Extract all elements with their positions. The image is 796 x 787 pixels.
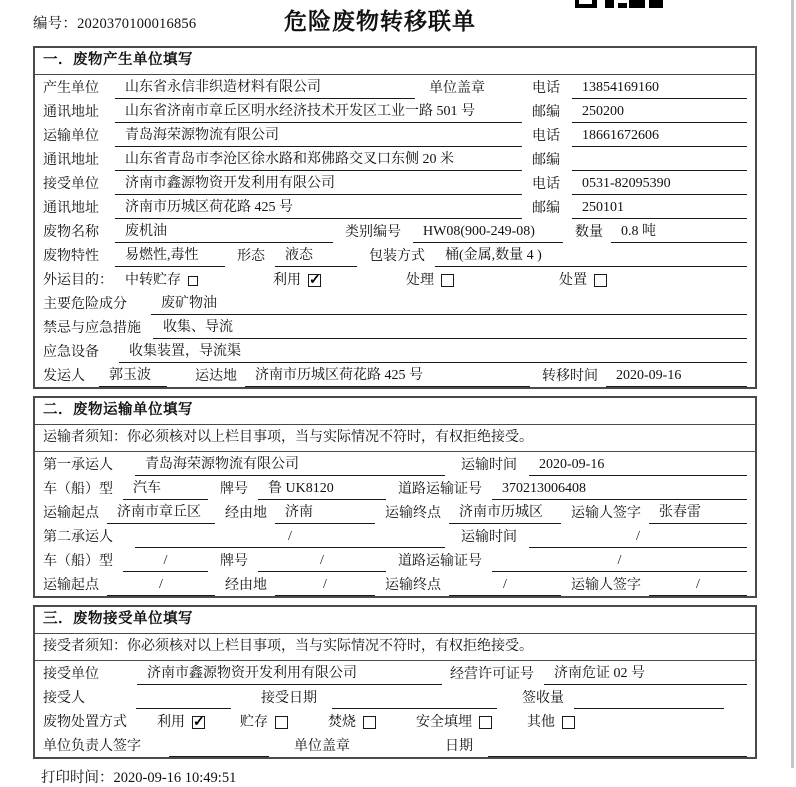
right-field-group	[532, 198, 747, 219]
section-producer	[33, 46, 757, 389]
field-label: 转移时间	[542, 369, 598, 384]
section-producer-title: 一．废物产生单位填写	[35, 48, 755, 75]
field-label: 发运人	[43, 369, 85, 384]
form-row-waste-name	[35, 219, 755, 243]
checkbox	[441, 274, 454, 287]
field-label: 主要危险成分	[43, 297, 127, 312]
checkbox-label: 其他	[527, 715, 555, 730]
field-label: 运输起点	[43, 506, 99, 521]
form-row-main-hazard	[35, 291, 755, 315]
checkbox-item	[157, 712, 205, 733]
checkbox-item	[559, 270, 607, 291]
field-label: 数量	[575, 225, 603, 240]
road-permit-value: 370213006408	[492, 479, 747, 500]
form-row-route-1	[35, 500, 755, 524]
field-label: 运输终点	[385, 578, 441, 593]
field-label: 类别编号	[345, 225, 401, 240]
field-label: 牌号	[220, 482, 248, 497]
checkbox-item	[406, 270, 454, 291]
form-row-responsible-signature	[35, 733, 755, 757]
qr-block	[629, 0, 645, 8]
form-row-receiver-address	[35, 195, 755, 219]
checkbox-label: 处理	[406, 273, 434, 288]
checkbox-label: 安全填埋	[416, 715, 472, 730]
right-field-group	[532, 78, 747, 99]
form-row-disposal-method	[35, 709, 755, 733]
field-label: 车（船）型	[43, 482, 113, 497]
checkbox-label: 利用	[157, 715, 185, 730]
checkbox-item	[527, 712, 575, 733]
vehicle-type-value: 汽车	[123, 479, 208, 500]
hazardous-waste-transfer-form	[33, 46, 757, 787]
carrier-signature-value: /	[649, 575, 747, 596]
field-label: 运输时间	[461, 458, 517, 473]
right-field-group	[532, 150, 747, 171]
second-carrier-value: /	[135, 527, 445, 548]
form-row-emergency-equipment	[35, 339, 755, 363]
form-row-first-carrier	[35, 452, 755, 476]
origin-value: /	[107, 575, 215, 596]
field-label: 形态	[237, 249, 265, 264]
form-row-route-2	[35, 572, 755, 596]
address-value: 山东省青岛市李沧区徐水路和郑佛路交叉口东侧 20 米	[115, 150, 522, 171]
phone-value: 0531-82095390	[572, 174, 747, 195]
checkbox-label: 焚烧	[328, 715, 356, 730]
field-label: 单位负责人签字	[43, 739, 141, 754]
postcode-value: 250101	[572, 198, 747, 219]
via-value: /	[275, 575, 375, 596]
section-receiver-title: 三．废物接受单位填写	[35, 607, 755, 634]
postcode-value	[572, 150, 747, 171]
plate-number-value: 鲁 UK8120	[258, 479, 386, 500]
emergency-equipment-value: 收集装置，导流渠	[119, 342, 747, 363]
form-row-transport-address	[35, 147, 755, 171]
transfer-date-value: 2020-09-16	[606, 366, 747, 387]
license-number-value: 济南危证 02 号	[544, 664, 747, 685]
receiver-name-value	[136, 688, 231, 709]
field-label: 道路运输证号	[398, 482, 482, 497]
address-value: 济南市历城区荷花路 425 号	[115, 198, 522, 219]
field-label: 签收量	[522, 691, 564, 706]
qr-block	[618, 3, 627, 8]
field-label: 车（船）型	[43, 554, 113, 569]
qr-block	[649, 0, 663, 8]
field-label: 产生单位	[43, 81, 99, 96]
property-value: 易燃性,毒性	[115, 246, 225, 267]
field-label: 运输人签字	[571, 578, 641, 593]
field-label: 通讯地址	[43, 105, 99, 120]
road-permit-value: /	[492, 551, 747, 572]
field-label: 接受人	[43, 691, 85, 706]
field-label: 经由地	[225, 578, 267, 593]
checkbox-item	[328, 712, 376, 733]
field-label: 第一承运人	[43, 458, 113, 473]
form-row-vehicle-1	[35, 476, 755, 500]
address-value: 山东省济南市章丘区明水经济技术开发区工业一路 501 号	[115, 102, 522, 123]
transporter-notice: 运输者须知：你必须核对以上栏目事项，当与实际情况不符时，有权拒绝接受。	[35, 425, 755, 452]
origin-value: 济南市章丘区	[107, 503, 215, 524]
consignor-value: 郭玉波	[99, 366, 167, 387]
checkbox-item	[273, 270, 321, 291]
checkbox	[192, 716, 205, 729]
checkbox-label: 中转贮存	[125, 273, 181, 288]
checkbox	[188, 276, 198, 286]
document-serial-number: 编号：2020370100016856	[33, 16, 197, 32]
receiver-notice: 接受者须知：你必须核对以上栏目事项，当与实际情况不符时，有权拒绝接受。	[35, 634, 755, 661]
postcode-value: 250200	[572, 102, 747, 123]
field-label: 接受单位	[43, 667, 99, 682]
transport-date-value: 2020-09-16	[529, 455, 747, 476]
field-label: 运输时间	[461, 530, 517, 545]
section-receiver	[33, 605, 757, 759]
unit-stamp-label: 单位盖章	[294, 739, 350, 754]
field-label: 第二承运人	[43, 530, 113, 545]
field-label: 运输终点	[385, 506, 441, 521]
field-label: 外运目的：	[43, 273, 113, 288]
waste-name-value: 废机油	[115, 222, 333, 243]
endpoint-value: 济南市历城区	[449, 503, 561, 524]
form-row-receive-unit	[35, 661, 755, 685]
via-value: 济南	[275, 503, 375, 524]
qr-block	[579, 0, 592, 4]
field-label: 废物特性	[43, 249, 99, 264]
checkbox-label: 处置	[559, 273, 587, 288]
field-label: 运输起点	[43, 578, 99, 593]
field-label: 废物名称	[43, 225, 99, 240]
field-label: 运输单位	[43, 129, 99, 144]
right-field-group	[532, 126, 747, 147]
qr-code-icon	[575, 0, 665, 8]
field-label: 应急设备	[43, 345, 99, 360]
form-row-vehicle-2	[35, 548, 755, 572]
checkbox-label: 利用	[273, 273, 301, 288]
field-label: 邮编	[532, 105, 560, 120]
packaging-value: 桶(金属,数量 4 )	[435, 246, 747, 267]
field-label: 电话	[532, 81, 560, 96]
unit-stamp-label: 单位盖章	[429, 81, 485, 96]
section-transporter	[33, 396, 757, 598]
plate-number-value: /	[258, 551, 386, 572]
endpoint-value: /	[449, 575, 561, 596]
page-title: 危险废物转移联单	[284, 9, 476, 34]
field-label: 运输人签字	[571, 506, 641, 521]
section-transporter-title: 二．废物运输单位填写	[35, 398, 755, 425]
producer-unit-value: 山东省永信非织造材料有限公司	[115, 78, 415, 99]
checkbox	[363, 716, 376, 729]
signed-quantity-value	[574, 688, 724, 709]
field-label: 通讯地址	[43, 201, 99, 216]
qr-block	[605, 0, 614, 8]
transport-unit-value: 青岛海荣源物流有限公司	[115, 126, 522, 147]
window-edge	[791, 0, 794, 768]
destination-value: 济南市历城区荷花路 425 号	[245, 366, 530, 387]
field-label: 经由地	[225, 506, 267, 521]
checkbox	[275, 716, 288, 729]
receive-date-value	[332, 688, 497, 709]
form-row-receive-person	[35, 685, 755, 709]
form-row-consignor	[35, 363, 755, 387]
quantity-value: 0.8 吨	[611, 222, 747, 243]
form-row-transfer-purpose	[35, 267, 755, 291]
checkbox	[562, 716, 575, 729]
field-label: 牌号	[220, 554, 248, 569]
form-row-emergency-measures	[35, 315, 755, 339]
field-label: 电话	[532, 129, 560, 144]
phone-value: 18661672606	[572, 126, 747, 147]
checkbox-item	[240, 712, 288, 733]
form-row-second-carrier	[35, 524, 755, 548]
responsible-signature-value	[169, 736, 269, 757]
field-label: 运达地	[195, 369, 237, 384]
field-label: 接受日期	[261, 691, 317, 706]
field-label: 接受单位	[43, 177, 99, 192]
form-row-receiver-unit	[35, 171, 755, 195]
field-label: 邮编	[532, 201, 560, 216]
field-label: 废物处置方式	[43, 715, 127, 730]
field-label: 禁忌与应急措施	[43, 321, 141, 336]
transport-date-value: /	[529, 527, 747, 548]
checkbox-item	[416, 712, 492, 733]
field-label: 日期	[445, 739, 473, 754]
vehicle-type-value: /	[123, 551, 208, 572]
phone-value: 13854169160	[572, 78, 747, 99]
emergency-measures-value: 收集、导流	[153, 318, 747, 339]
field-label: 通讯地址	[43, 153, 99, 168]
field-label: 电话	[532, 177, 560, 192]
category-code-value: HW08(900-249-08)	[413, 222, 563, 243]
field-label: 经营许可证号	[450, 667, 534, 682]
checkbox-label: 贮存	[240, 715, 268, 730]
checkbox	[479, 716, 492, 729]
checkbox	[594, 274, 607, 287]
carrier-signature-value: 张春雷	[649, 503, 747, 524]
right-field-group	[532, 174, 747, 195]
date-value	[488, 736, 747, 757]
checkbox-item	[125, 270, 198, 291]
field-label: 道路运输证号	[398, 554, 482, 569]
right-field-group	[532, 102, 747, 123]
print-time: 打印时间：2020-09-16 10:49:51	[41, 770, 237, 786]
first-carrier-value: 青岛海荣源物流有限公司	[135, 455, 445, 476]
checkbox	[308, 274, 321, 287]
form-row-transport-unit	[35, 123, 755, 147]
form-row-producer-address	[35, 99, 755, 123]
form-state-value: 液态	[275, 246, 357, 267]
receiver-unit-value: 济南市鑫源物资开发利用有限公司	[115, 174, 522, 195]
field-label: 邮编	[532, 153, 560, 168]
field-label: 包装方式	[369, 249, 425, 264]
main-hazard-value: 废矿物油	[151, 294, 747, 315]
form-row-producer-unit	[35, 75, 755, 99]
form-row-waste-property	[35, 243, 755, 267]
receive-unit-value: 济南市鑫源物资开发利用有限公司	[137, 664, 442, 685]
